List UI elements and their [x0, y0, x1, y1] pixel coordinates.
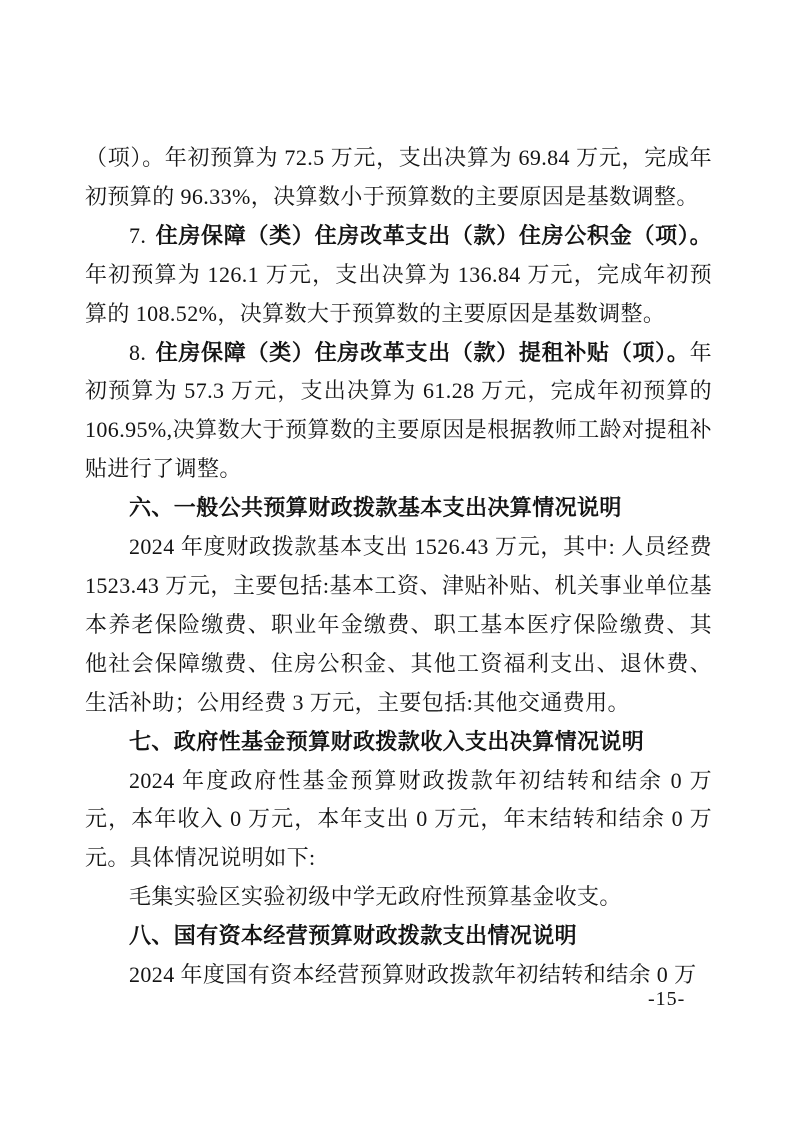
- document-body: [85, 139, 712, 995]
- page-number: -15-: [648, 988, 686, 1010]
- paragraph-continuation: （项）。年初预算为 72.5 万元，支出决算为 69.84 万元，完成年初预算的 96.33%，决算数小于预算数的主要原因是基数调整。: [85, 145, 712, 209]
- item-8-heading: 住房保障（类）住房改革支出（款）提租补贴（项）。: [155, 339, 690, 365]
- section-7-body: 2024 年度政府性基金预算财政拨款年初结转和结余 0 万元，本年收入 0 万元，本年支出 0 万元，年末结转和结余 0 万元。具体情况说明如下:: [85, 767, 712, 871]
- section-8-body: 2024 年度国有资本经营预算财政拨款年初结转和结余 0 万: [129, 962, 697, 988]
- item-7-paragraph: [85, 217, 712, 334]
- item-8-body: 年初预算为 57.3 万元，支出决算为 61.28 万元，完成年初预算的 106.95%,决算数大于预算数的主要原因是根据教师工龄对提租补贴进行了调整。: [85, 339, 712, 482]
- item-7-body: 年初预算为 126.1 万元，支出决算为 136.84 万元，完成年初预算的 108.52%，决算数大于预算数的主要原因是基数调整。: [85, 261, 712, 326]
- section-7-note: 毛集实验区实验初级中学无政府性预算基金收支。: [129, 884, 622, 910]
- section-6-body: 2024 年度财政拨款基本支出 1526.43 万元，其中: 人员经费 1523.43 万元，主要包括:基本工资、津贴补贴、机关事业单位基本养老保险缴费、职业年金缴费、职工基本医疗保险缴费、其他社会保障缴费、住房公积金、其他工资福利支出、退休费、生活补助；公用经费 3 万元，主要包括:其他交通费用。: [85, 534, 712, 715]
- item-7-number: 7.: [129, 222, 147, 248]
- section-7-heading: 七、政府性基金预算财政拨款收入支出决算情况说明: [129, 728, 645, 754]
- section-8-heading: 八、国有资本经营预算财政拨款支出情况说明: [129, 923, 578, 949]
- section-6-heading: 六、一般公共预算财政拨款基本支出决算情况说明: [129, 495, 622, 521]
- item-8-paragraph: [85, 334, 712, 490]
- item-7-heading: 住房保障（类）住房改革支出（款）住房公积金（项）。: [155, 222, 712, 248]
- item-8-number: 8.: [129, 339, 147, 365]
